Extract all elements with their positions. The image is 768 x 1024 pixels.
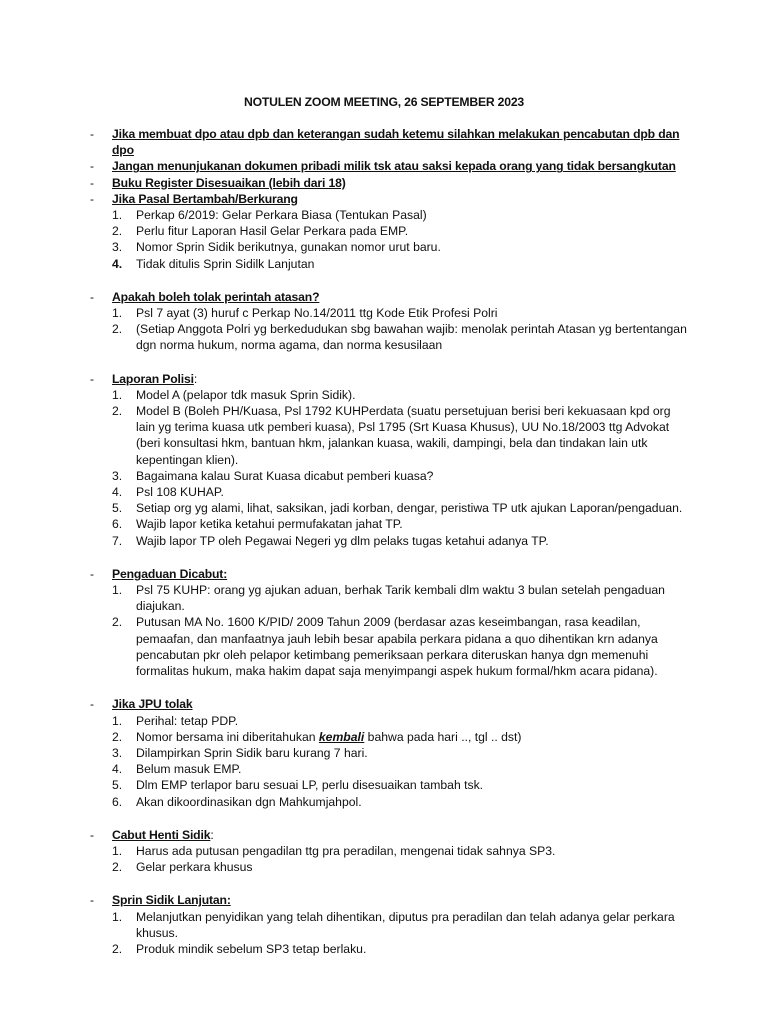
list-item-text: Perihal: tetap PDP.	[136, 713, 239, 728]
list-item-text: Akan dikoordinasikan dgn Mahkumjahpol.	[136, 794, 362, 809]
list-item	[90, 533, 690, 549]
bullet-dash: -	[90, 175, 95, 190]
list-item	[90, 859, 690, 875]
list-number: 2.	[112, 860, 123, 875]
list-item	[90, 761, 690, 777]
list-item	[90, 516, 690, 532]
list-number: 2.	[112, 729, 123, 744]
list-item	[90, 843, 690, 859]
list-item-text: Produk mindik sebelum SP3 tetap berlaku.	[136, 941, 367, 956]
list-number: 2.	[112, 404, 123, 419]
list-number: 1.	[112, 306, 123, 321]
bullet-dash: -	[90, 827, 95, 842]
numbered-list	[90, 305, 690, 354]
section-sprin-sidik-lanjutan	[90, 892, 690, 957]
section-pengaduan-dicabut	[90, 566, 690, 679]
list-number: 4.	[112, 762, 123, 777]
section-heading-text: Sprin Sidik Lanjutan:	[112, 893, 231, 908]
bullet-item	[90, 175, 690, 191]
list-item	[90, 403, 690, 468]
list-item	[90, 794, 690, 810]
list-item-text: Setiap org yg alami, lihat, saksikan, jadi korban, dengar, peristiwa TP utk ajukan Laporan/pengaduan.	[136, 501, 683, 516]
list-number: 5.	[112, 501, 123, 516]
numbered-list	[90, 843, 690, 875]
bullet-dash: -	[90, 371, 95, 386]
list-item	[90, 745, 690, 761]
bullet-dash: -	[90, 289, 95, 304]
section-heading-text: Apakah boleh tolak perintah atasan?	[112, 289, 320, 304]
list-number: 1.	[112, 208, 123, 223]
bullet-text: Jika membuat dpo atau dpb dan keterangan sudah ketemu silahkan melakukan pencabutan dpb dan dpo	[112, 127, 680, 158]
list-item	[90, 468, 690, 484]
list-item	[90, 484, 690, 500]
bullet-dash: -	[90, 159, 95, 174]
list-item-text: Gelar perkara khusus	[136, 860, 253, 875]
list-number: 3.	[112, 745, 123, 760]
emphasis-kembali: kembali	[318, 729, 365, 744]
list-item	[90, 207, 690, 223]
numbered-list	[90, 207, 690, 272]
section-heading	[90, 191, 690, 207]
section-heading	[90, 696, 690, 712]
list-number: 2.	[112, 941, 123, 956]
bullet-dash: -	[90, 566, 95, 581]
numbered-list	[90, 713, 690, 810]
list-number: 3.	[112, 468, 123, 483]
list-number: 2.	[112, 224, 123, 239]
document-title: NOTULEN ZOOM MEETING, 26 SEPTEMBER 2023	[243, 95, 524, 109]
list-item	[90, 500, 690, 516]
list-item-text-post: bahwa pada hari .., tgl .. dst)	[364, 729, 522, 744]
list-item-text: Psl 7 ayat (3) huruf c Perkap No.14/2011 ttg Kode Etik Profesi Polri	[136, 306, 498, 321]
list-item	[90, 387, 690, 403]
list-number: 1.	[112, 713, 123, 728]
bullet-dash: -	[90, 893, 95, 908]
list-item	[90, 256, 690, 272]
section-heading-text: Pengaduan Dicabut:	[112, 566, 228, 581]
bullet-dash: -	[90, 697, 95, 712]
section-heading-text: Jika Pasal Bertambah/Berkurang	[112, 191, 298, 206]
list-item-text: Perlu fitur Laporan Hasil Gelar Perkara pada EMP.	[136, 224, 409, 239]
list-item-text: Putusan MA No. 1600 K/PID/ 2009 Tahun 2009 (berdasar azas keseimbangan, rasa keadilan, pemaafan, dan manfaatnya jauh lebih besar apabila perkara pidana a quo dihentikan krn adanya pencabutan pkr oleh pelapor ketimbang pemeriksaan perkara diteruskan hanya dgn memenuhi formalitas hukum, maka hakim dapat saja menyimpangi aspek hukum formal/hkm acara pidana).	[136, 615, 658, 679]
list-item-text: Harus ada putusan pengadilan ttg pra peradilan, mengenai tidak sahnya SP3.	[136, 843, 556, 858]
list-item	[90, 729, 690, 745]
bullet-item	[90, 126, 690, 158]
list-item	[90, 614, 690, 679]
section-laporan-polisi	[90, 371, 690, 549]
list-item-text: Nomor Sprin Sidik berikutnya, gunakan nomor urut baru.	[136, 240, 441, 255]
list-number: 3.	[112, 240, 123, 255]
section-heading-text: Cabut Henti Sidik	[112, 827, 211, 842]
section-cabut-henti-sidik	[90, 827, 690, 876]
list-number: 7.	[112, 533, 123, 548]
list-number: 1.	[112, 387, 123, 402]
list-item-text: Psl 108 KUHAP.	[136, 485, 224, 500]
list-item-text: Dilampirkan Sprin Sidik baru kurang 7 hari.	[136, 745, 368, 760]
list-item-text: Model A (pelapor tdk masuk Sprin Sidik).	[136, 387, 356, 402]
list-number: 2.	[112, 615, 123, 630]
document-body	[90, 126, 690, 974]
list-item-text: Dlm EMP terlapor baru sesuai LP, perlu disesuaikan tambah tsk.	[136, 778, 484, 793]
bullet-item	[90, 158, 690, 174]
list-number: 4.	[112, 256, 123, 271]
list-item	[90, 223, 690, 239]
list-item-text: Tidak ditulis Sprin Sidilk Lanjutan	[136, 256, 315, 271]
numbered-list	[90, 387, 690, 549]
list-item	[90, 713, 690, 729]
list-item-text: Bagaimana kalau Surat Kuasa dicabut pemberi kuasa?	[136, 468, 434, 483]
list-number: 6.	[112, 517, 123, 532]
heading-colon: :	[210, 827, 214, 842]
list-item-text: Wajib lapor ketika ketahui permufakatan jahat TP.	[136, 517, 403, 532]
list-item	[90, 582, 690, 614]
list-item-text: Wajib lapor TP oleh Pegawai Negeri yg dlm pelaks tugas ketahui adanya TP.	[136, 533, 549, 548]
list-item	[90, 305, 690, 321]
bullet-dash: -	[90, 191, 95, 206]
bullet-text: Buku Register Disesuaikan (lebih dari 18)	[112, 175, 346, 190]
section-heading	[90, 371, 690, 387]
numbered-list	[90, 582, 690, 679]
section-heading	[90, 892, 690, 908]
list-item	[90, 777, 690, 793]
list-number: 1.	[112, 909, 123, 924]
list-number: 1.	[112, 843, 123, 858]
list-item-text: (Setiap Anggota Polri yg berkedudukan sbg bawahan wajib: menolak perintah Atasan yg bertentangan dgn norma hukum, norma agama, dan norma kesusilaan	[136, 322, 687, 353]
list-number: 1.	[112, 583, 123, 598]
list-item	[90, 239, 690, 255]
list-item-text: Perkap 6/2019: Gelar Perkara Biasa (Tentukan Pasal)	[136, 208, 427, 223]
list-number: 2.	[112, 322, 123, 337]
list-item-text	[136, 729, 690, 745]
numbered-list	[90, 909, 690, 958]
list-item-text: Psl 75 KUHP: orang yg ajukan aduan, berhak Tarik kembali dlm waktu 3 bulan setelah pengaduan diajukan.	[136, 583, 665, 614]
list-item-text: Model B (Boleh PH/Kuasa, Psl 1792 KUHPerdata (suatu persetujuan berisi beri kekuasaan kpd org lain yg terima kuasa utk pemberi kuasa), Psl 1795 (Srt Kuasa Khusus), UU No.18/2003 ttg Advokat (beri konsultasi hkm, bantuan hkm, jalankan kuasa, wakili, dampingi, bela dan tindakan lain utk kepentingan klien).	[136, 404, 671, 467]
bullet-text: Jangan menunjukanan dokumen pribadi milik tsk atau saksi kepada orang yang tidak bersangkutan	[112, 159, 676, 174]
list-item	[90, 909, 690, 941]
section-heading-text: Laporan Polisi	[112, 371, 194, 386]
intro-block	[90, 126, 690, 272]
list-number: 6.	[112, 794, 123, 809]
list-item-text-pre: Nomor bersama ini diberitahukan	[136, 729, 319, 744]
section-jpu-tolak	[90, 696, 690, 809]
list-item	[90, 941, 690, 957]
section-heading	[90, 827, 690, 843]
section-heading	[90, 566, 690, 582]
list-number: 4.	[112, 485, 123, 500]
section-heading	[90, 289, 690, 305]
section-tolak-perintah	[90, 289, 690, 354]
list-item-text: Melanjutkan penyidikan yang telah dihentikan, diputus pra peradilan dan telah adanya gelar perkara khusus.	[136, 909, 675, 940]
list-number: 5.	[112, 778, 123, 793]
heading-colon: :	[193, 371, 198, 386]
list-item-text: Belum masuk EMP.	[136, 762, 242, 777]
list-item	[90, 321, 690, 353]
bullet-dash: -	[90, 127, 95, 141]
section-heading-text: Jika JPU tolak	[112, 697, 193, 712]
